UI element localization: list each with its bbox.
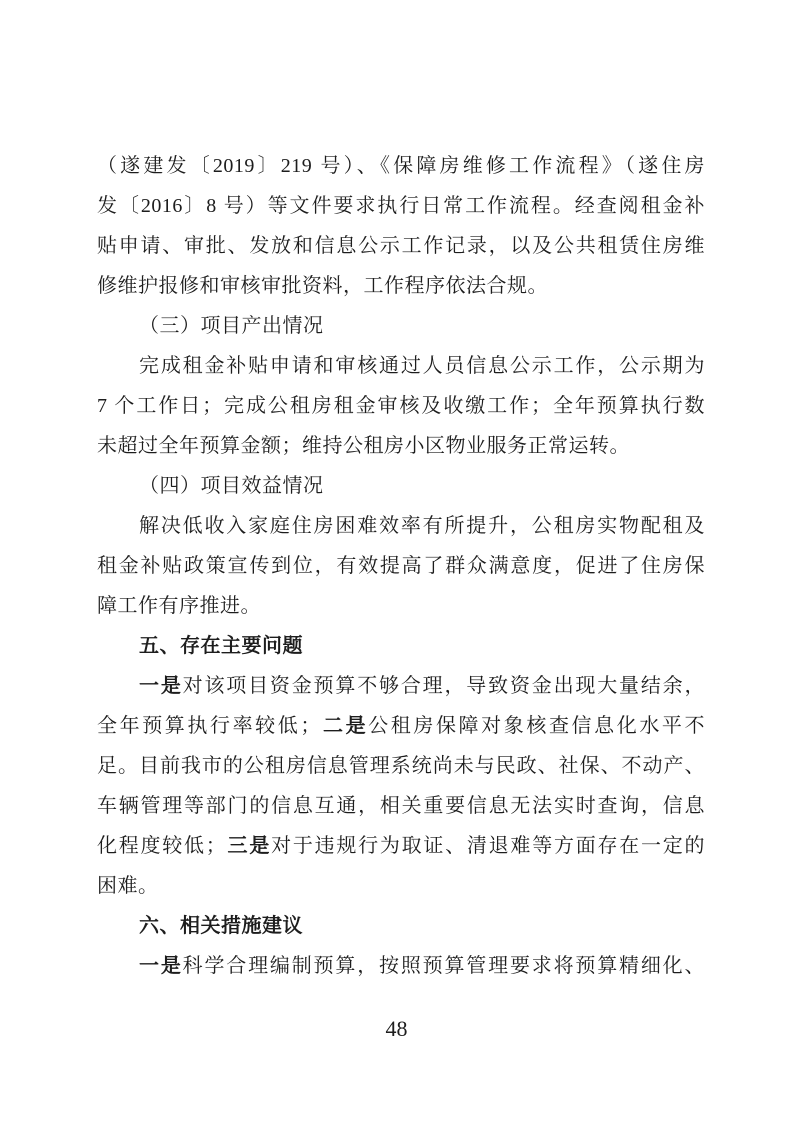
document-line <box>97 786 705 826</box>
emphasis-text: 六、相关措施建议 <box>139 915 303 937</box>
document-line <box>97 866 705 906</box>
document-line <box>97 226 705 266</box>
body-text: 修维护报修和审核审批资料，工作程序依法合规。 <box>97 275 548 297</box>
document-line <box>97 946 705 986</box>
document-body <box>97 146 705 986</box>
document-line <box>97 146 705 186</box>
body-text: 化程度较低； <box>97 835 227 857</box>
document-line <box>97 746 705 786</box>
body-text: 公租房保障对象核查信息化水平不 <box>368 715 706 737</box>
document-line <box>97 386 705 426</box>
body-text: 对于违规行为取证、清退难等方面存在一定的 <box>271 835 706 857</box>
emphasis-text: 五、存在主要问题 <box>139 635 303 657</box>
document-line <box>97 546 705 586</box>
body-text: 科学合理编制预算，按照预算管理要求将预算精细化、 <box>182 955 706 977</box>
body-text: 足。目前我市的公租房信息管理系统尚未与民政、社保、不动产、 <box>97 755 705 777</box>
body-text: 对该项目资金预算不够合理，导致资金出现大量结余， <box>182 675 706 697</box>
body-text: （三）项目产出情况 <box>139 315 324 337</box>
document-line <box>97 426 705 466</box>
body-text: 租金补贴政策宣传到位，有效提高了群众满意度，促进了住房保 <box>97 555 705 577</box>
emphasis-text: 二是 <box>320 715 369 737</box>
document-line <box>97 706 705 746</box>
document-line <box>97 346 705 386</box>
body-text: 完成租金补贴申请和审核通过人员信息公示工作，公示期为 <box>139 355 705 377</box>
body-text: 发〔2016〕8 号）等文件要求执行日常工作流程。经查阅租金补 <box>97 195 705 217</box>
document-line <box>97 666 705 706</box>
emphasis-text: 一是 <box>139 675 183 697</box>
document-line <box>97 586 705 626</box>
body-text: 车辆管理等部门的信息互通，相关重要信息无法实时查询，信息 <box>97 795 705 817</box>
emphasis-text: 一是 <box>139 955 183 977</box>
document-line <box>97 826 705 866</box>
body-text: 解决低收入家庭住房困难效率有所提升，公租房实物配租及 <box>139 515 705 537</box>
document-line <box>97 306 705 346</box>
body-text: 贴申请、审批、发放和信息公示工作记录，以及公共租赁住房维 <box>97 235 705 257</box>
body-text: 障工作有序推进。 <box>97 595 261 617</box>
body-text: 全年预算执行率较低； <box>97 715 321 737</box>
document-line <box>97 266 705 306</box>
section-heading <box>97 626 705 666</box>
document-line <box>97 466 705 506</box>
section-heading <box>97 906 705 946</box>
page-number: 48 <box>385 1016 408 1041</box>
body-text: 7 个工作日；完成公租房租金审核及收缴工作；全年预算执行数 <box>97 395 705 417</box>
document-line <box>97 186 705 226</box>
body-text: 困难。 <box>97 875 159 897</box>
body-text: （四）项目效益情况 <box>139 475 324 497</box>
body-text: 未超过全年预算金额；维持公租房小区物业服务正常运转。 <box>97 435 630 457</box>
body-text: （遂建发〔2019〕219 号）、《保障房维修工作流程》（遂住房 <box>97 155 705 177</box>
emphasis-text: 三是 <box>226 835 272 857</box>
document-line <box>97 506 705 546</box>
